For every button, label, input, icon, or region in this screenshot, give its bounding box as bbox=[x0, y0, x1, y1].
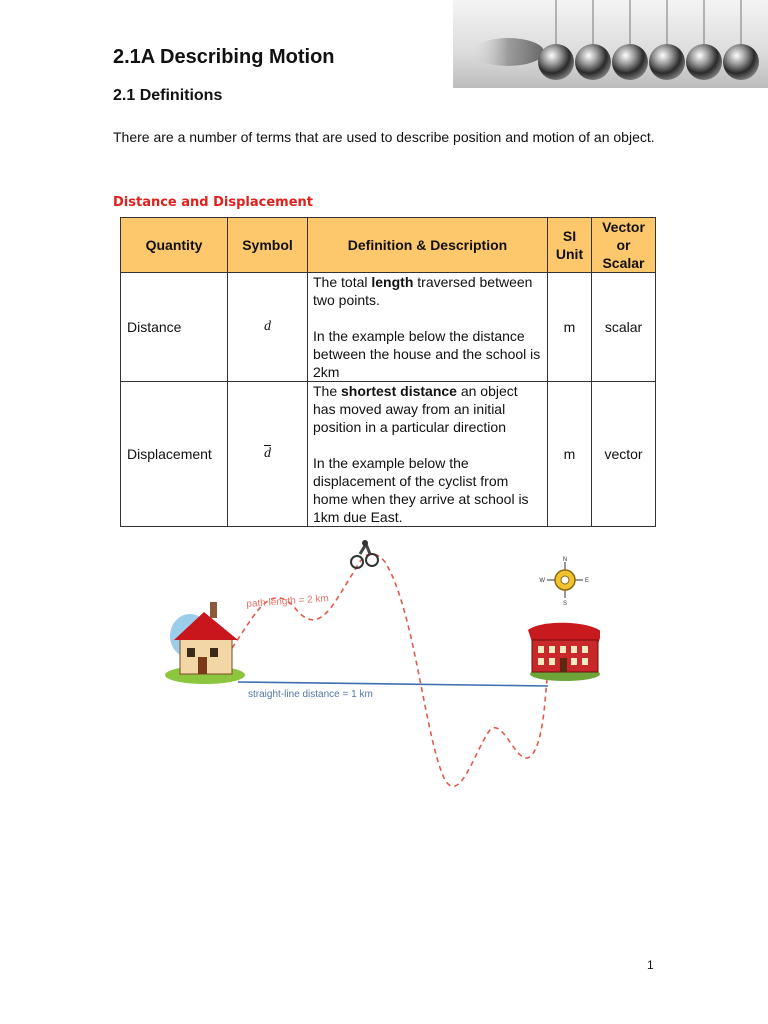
definition-cell: The total length traversed between two points. In the example below the distance between the house and the school is 2km bbox=[308, 273, 548, 382]
header-definition: Definition & Description bbox=[308, 218, 548, 273]
compass-e: E bbox=[585, 578, 590, 584]
table-row bbox=[121, 382, 656, 527]
header-symbol: Symbol bbox=[228, 218, 308, 273]
distance-displacement-heading: Distance and Displacement bbox=[113, 195, 314, 210]
page-number: 1 bbox=[647, 958, 654, 972]
section-subtitle: 2.1 Definitions bbox=[113, 87, 223, 104]
compass-w: W bbox=[539, 578, 545, 584]
header-si-unit: SI Unit bbox=[548, 218, 592, 273]
distance-displacement-diagram bbox=[160, 540, 600, 800]
type-cell: scalar bbox=[592, 273, 656, 382]
table-row bbox=[121, 273, 656, 382]
unit-cell: m bbox=[548, 273, 592, 382]
school-icon bbox=[528, 623, 600, 681]
house-icon bbox=[165, 602, 245, 684]
compass-icon bbox=[539, 557, 589, 607]
straight-line-displacement bbox=[238, 682, 548, 686]
quantity-cell: Distance bbox=[121, 273, 228, 382]
definition-cell: The shortest distance an object has moved away from an initial position in a particular direction In the example below the displacement of the cyclist from home when they arrive at school is 1km due East. bbox=[308, 382, 548, 527]
compass-n: N bbox=[562, 557, 568, 563]
definitions-table bbox=[120, 217, 656, 527]
quantity-cell: Displacement bbox=[121, 382, 228, 527]
table-header-row bbox=[121, 218, 656, 273]
header-quantity: Quantity bbox=[121, 218, 228, 273]
symbol-cell: d bbox=[228, 273, 308, 382]
header-vector-scalar: Vector or Scalar bbox=[592, 218, 656, 273]
path-length-curve bbox=[232, 554, 548, 787]
vector-symbol-cell: $\overline{d}$ bbox=[228, 382, 308, 527]
straight-line-label: straight-line distance = 1 km bbox=[248, 689, 373, 700]
page-title: 2.1A Describing Motion bbox=[113, 46, 335, 68]
type-cell: vector bbox=[592, 382, 656, 527]
intro-paragraph: There are a number of terms that are used to describe position and motion of an object. bbox=[113, 129, 655, 145]
compass-s: S bbox=[562, 601, 568, 607]
cyclist-icon bbox=[351, 540, 378, 568]
path-length-label: path length = 2 km bbox=[246, 593, 330, 610]
newtons-cradle-image bbox=[453, 0, 768, 88]
unit-cell: m bbox=[548, 382, 592, 527]
